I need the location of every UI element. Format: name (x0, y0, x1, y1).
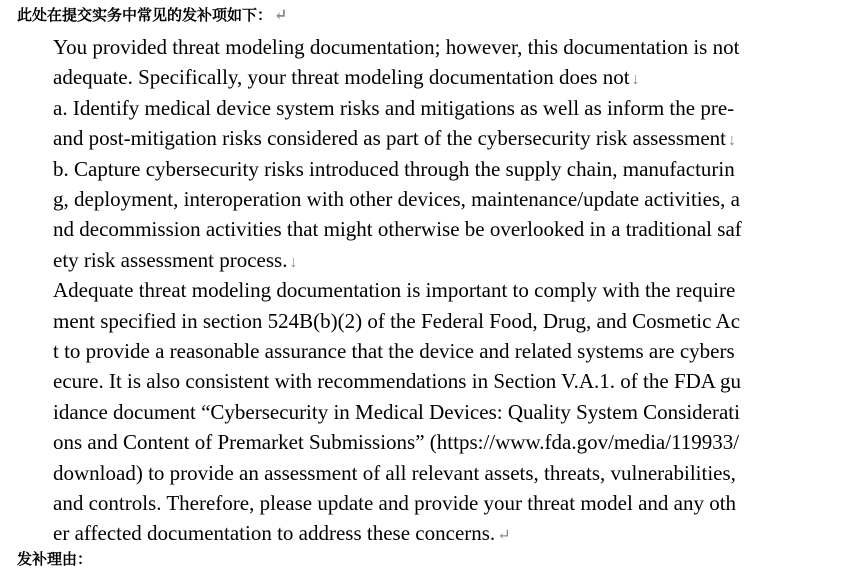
paragraph-mark: ↵ (274, 7, 288, 24)
body-line: and controls. Therefore, please update and provide your threat model and any oth (53, 491, 737, 515)
section-heading (17, 5, 287, 27)
body-line: idance document “Cybersecurity in Medical Devices: Quality System Considerati (53, 400, 740, 424)
body-line: download) to provide an assessment of all relevant assets, threats, vulnerabilities, (53, 461, 736, 485)
body-line: Adequate threat modeling documentation is important to comply with the require (53, 278, 736, 302)
body-line: nd decommission activities that might otherwise be overlooked in a traditional saf (53, 217, 742, 241)
heading-text: 此处在提交实务中常见的发补项如下： (17, 8, 273, 24)
body-line: ment specified in section 524B(b)(2) of the Federal Food, Drug, and Cosmetic Ac (53, 309, 741, 333)
body-line: ons and Content of Premarket Submissions” (https://www.fda.gov/media/119933/ (53, 430, 740, 454)
body-line: and post-mitigation risks considered as part of the cybersecurity risk assessment ↓ (53, 126, 737, 150)
body-line: ety risk assessment process. ↓ (53, 248, 298, 272)
body-line: er affected documentation to address these concerns. ↵ (53, 521, 511, 545)
paragraph-mark: ↵ (497, 527, 511, 544)
next-section-heading: 发补理由： (17, 552, 93, 568)
line-break-mark: ↓ (728, 132, 737, 149)
body-line: g, deployment, interoperation with other devices, maintenance/update activities, a (53, 187, 740, 211)
line-break-mark: ↓ (631, 71, 640, 88)
body-line: t to provide a reasonable assurance that the device and related systems are cybers (53, 339, 735, 363)
body-line: b. Capture cybersecurity risks introduced through the supply chain, manufacturin (53, 157, 735, 181)
body-line: adequate. Specifically, your threat modeling documentation does not ↓ (53, 65, 640, 89)
body-line: a. Identify medical device system risks and mitigations as well as inform the pre- (53, 96, 735, 120)
line-break-mark: ↓ (289, 254, 298, 271)
body-line: ecure. It is also consistent with recommendations in Section V.A.1. of the FDA gu (53, 369, 742, 393)
body-line: You provided threat modeling documentation; however, this documentation is not (53, 35, 740, 59)
